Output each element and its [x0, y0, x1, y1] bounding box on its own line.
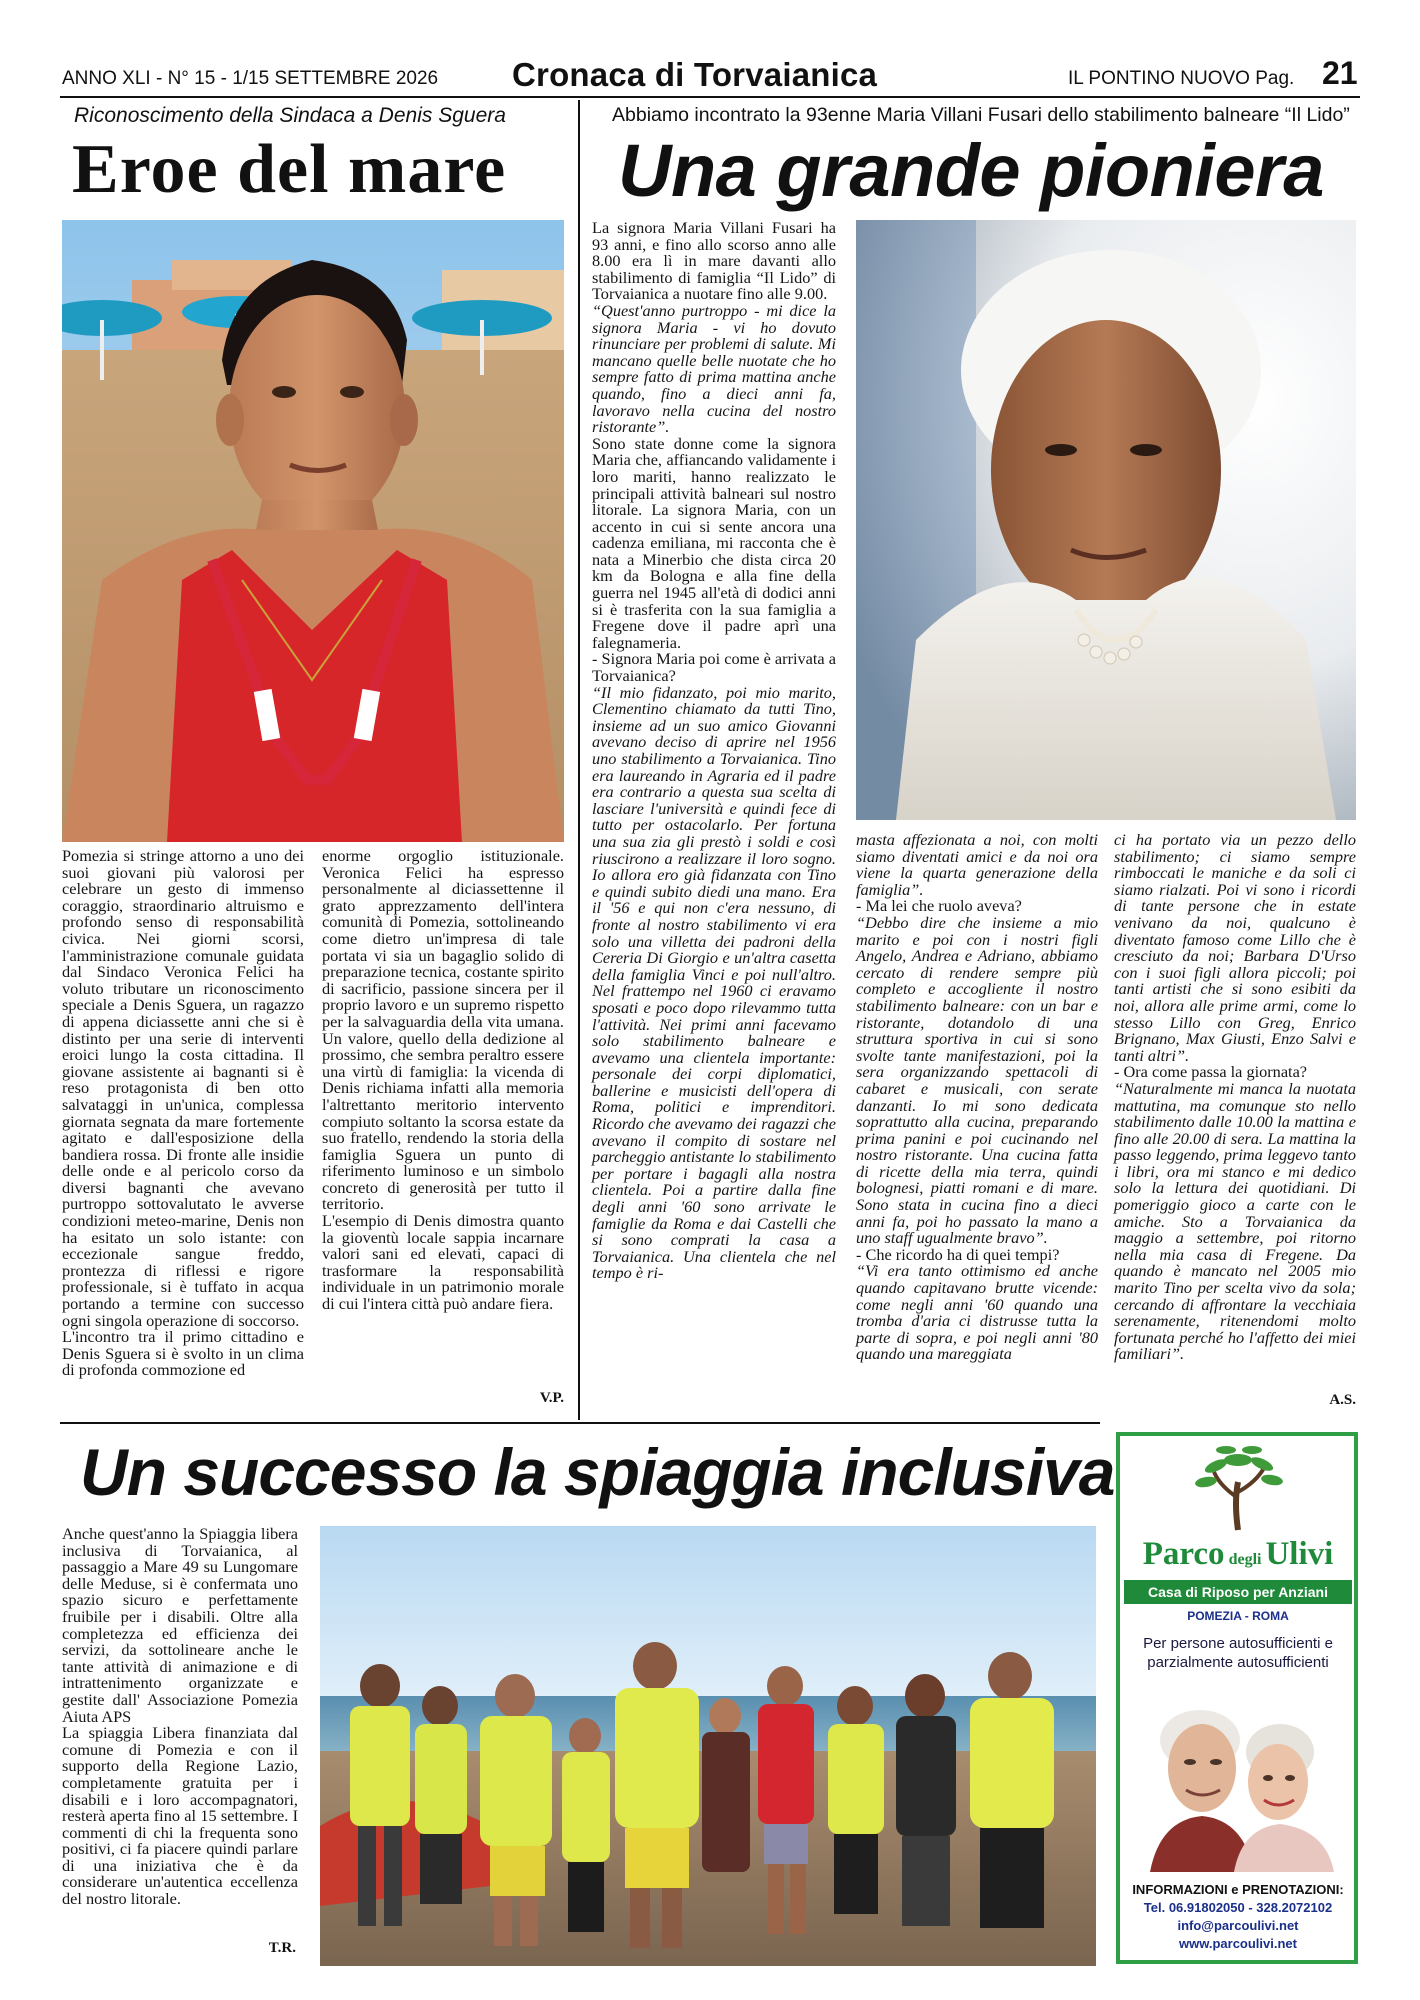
article3-text: Anche quest'anno la Spiaggia libera inclusiva di Torvaianica, al passaggio a Mare 49 su Lungomare delle Meduse, si è confermata uno spazio sicuro e perfettamente fruibile per i disabili. Oltre alla completezza ed efficienza dei servizi, da sottolineare anche le tante attività di animazione e di intrattenimento organizzate e gestite dall' Associazione Pomezia Aiuta APS La spiaggia Libera finanziata dal comune di Pomezia e con il supporto della Regione Lazio, completamente gratuita per i disabili e i loro accompagnatori, resterà aperta fino al 15 settembre. I commenti di chi la frequenta sono positivi, ci fa piacere quindi parlare di una iniziativa che è da considerare un'autentica eccellenza del nostro litorale.: [62, 1524, 298, 1909]
maria-portrait-photo: [856, 220, 1356, 820]
column-rule: [578, 100, 580, 1420]
section-rule: [60, 1422, 1100, 1424]
article1-kicker: Riconoscimento della Sindaca a Denis Sguera: [74, 104, 506, 127]
issue-info: ANNO XLI - N° 15 - 1/15 SETTEMBRE 2026: [62, 68, 439, 89]
ad-brand-parco: Parco: [1142, 1536, 1225, 1572]
ad-brand: [1124, 1536, 1352, 1573]
page-number: 21: [1322, 55, 1358, 91]
ad-info-title: INFORMAZIONI e PRENOTAZIONI:: [1132, 1882, 1344, 1897]
article1-title: Eroe del mare: [72, 131, 507, 208]
ad-location: POMEZIA - ROMA: [1187, 1609, 1289, 1623]
article2-title: Una grande pioniera: [618, 129, 1324, 212]
elderly-couple-photo: [1130, 1690, 1344, 1872]
article2-column-1: La signora Maria Villani Fusari ha 93 anni, e fino allo scorso anno alle 8.00 era lì in mare davanti allo stabilimento di famiglia “Il Lido” di Torvaianica a nuotare fino alle 9.00. “Quest'anno purtroppo - mi dice la signora Maria - vi ho dovuto rinunciare per problemi di salute. Mi mancano quelle belle nuotate che ho sempre fatto di prima mattina anche quando, fino a dieci anni fa, lavoravo nella cucina del nostro ristorante”. Sono state donne come la signora Maria che, affiancando validamente i loro mariti, hanno realizzato le principali attività balneari sul nostro litorale. La signora Maria, con un accento in cui si sente ancora una cadenza emiliana, mi racconta che è nata a Minerbio che dista circa 20 km da Bologna e alla fine della guerra nel 1945 all'età di dodici anni si è trasferita con la sua famiglia a Fregene dove il padre aprì una falegnameria. - Signora Maria poi come è arrivata a Torvaianica? “Il mio fidanzato, poi mio marito, Clementino chiamato da tutti Tino, insieme ad un suo amico Giovanni avevano deciso di aprire nel 1956 uno stabilimento a Torvaianica. Tino era laureando in Agraria ed il padre era contrario a questa sua scelta di lasciare l'università e quindi fece di tutto per ostacolarlo. Per fortuna una sua zia gli prestò i soldi e così riuscirono a realizzare il loro sogno. Io allora ero già fidanzata con Tino e quindi subito diedi una mano. Era il '56 e qui non c'era nessuno, di fronte al nostro stabilimento vi era solo una villetta dei padroni della Cereria Di Giorgio e un'altra casetta della famiglia Vinci e poi null'altro. Nel frattempo nel 1960 ci eravamo sposati e poco dopo rilevammo tutta l'attività. Nei primi anni facevamo solo stabilimento balneare e avevamo una clientela importante: personale dei corpi diplomatici, ballerine e musicisti dell'opera di Roma, politici e imprenditori. Ricordo che avevamo dei ragazzi che avevano il compito di sostare nel parcheggio antistante lo stabilimento per portare i bagagli alla nostra clientela. Poi a partire dalla fine degli anni '60 sono arrivate le famiglie da Roma e dai Castelli che si sono comprati la casa a Torvaianica. Una clientela che nel tempo è ri-: [592, 218, 836, 1283]
ad-website[interactable]: www.parcoulivi.net: [1179, 1936, 1297, 1951]
article2-kicker: Abbiamo incontrato la 93enne Maria Villani Fusari dello stabilimento balneare “Il Lido”: [612, 104, 1350, 126]
article3-signature: T.R.: [268, 1940, 296, 1956]
ad-brand-ulivi: Ulivi: [1265, 1536, 1334, 1572]
article2-column-3: ci ha portato via un pezzo dello stabilimento; ci siamo sempre rimboccati le maniche e da soli ci siamo rialzati. Poi vi sono i ricordi di tante persone che in estate venivano da noi, qualcuno è diventato famoso come Lillo che è cresciuto da noi; Barbara D'Urso con i suoi figli allora piccoli; poi tanti artisti che si sono esibiti da noi, allora alle prime armi, come lo stesso Lillo con Greg, Enrico Brignano, Max Giusti, Enzo Salvi e tanti altri”. - Ora come passa la giornata? “Naturalmente mi manca la nuotata mattutina, ma comunque sto nello stabilimento dalle 10.00 la mattina e fino alle 20.00 di sera. La mattina la passo leggendo, prima leggevo tanto i libri, ora mi stanco e mi dedico solo la lettura dei quotidiani. Di pomeriggio gioco a carte con le amiche. Sto a Torvaianica da maggio a settembre, poi ritorno nella mia casa di Fregene. Da quando è mancato nel 2005 mio marito Tino per scelta vivo da sola; cercando di affrontare la vecchiaia serenamente, ritenendomi molto fortunata perché ho l'affetto dei miei familiari”.: [1114, 830, 1356, 1364]
ad-phone: Tel. 06.91802050 - 328.2072102: [1143, 1900, 1333, 1915]
ad-tagline: Per persone autosufficienti e parzialmente autosufficienti: [1143, 1635, 1333, 1671]
article3-title: Un successo la spiaggia inclusiva: [80, 1435, 1115, 1509]
ad-subtitle: Casa di Riposo per Anziani: [1124, 1580, 1352, 1604]
article2-column-2: masta affezionata a noi, con molti siamo diventati amici e da noi ora viene la quarta generazione della famiglia”. - Ma lei che ruolo aveva? “Debbo dire che insieme a mio marito e poi con i nostri figli Angelo, Andrea e Adriano, abbiamo cercato di rendere sempre più completo e accogliente il nostro stabilimento balneare: con un bar e ristorante, dotandolo di una struttura sportiva in cui si sono svolte tante manifestazioni, poi la sera organizzando spettacoli di cabaret e musicali, con serate danzanti. Io mi sono dedicata soprattutto alla cucina, preparando prima panini e poi cucinando nel nostro ristorante. Una cucina fatta di ricette della mia terra, quindi bolognesi, piatti romani e di mare. Sono stata in cucina fino a dieci anni fa, poi ho passato la mano a uno staff ugualmente bravo”. - Che ricordo ha di quei tempi? “Vi era tanto ottimismo ed anche quando capitavano brutte vicende: come negli anni '60 quando una tromba d'aria ci distrusse tutta la parte di sopra, e poi negli anni '80 quando una mareggiata: [856, 830, 1098, 1364]
ad-email[interactable]: info@parcoulivi.net: [1177, 1918, 1299, 1933]
article1-column-2: enorme orgoglio istituzionale. Veronica Felici ha espresso personalmente al diciassettenne il grato apprezzamento dell'intera comunità di Pomezia, sottolineando come dietro un'impresa di tale portata vi sia un bagaglio solido di preparazione tecnica, costante spirito di sacrificio, passione sincera per il proprio lavoro e un supremo rispetto per la salvaguardia della vita umana. Un valore, quello della dedizione al prossimo, che sembra peraltro essere una virtù di famiglia: la vicenda di Denis richiama infatti alla memoria l'altrettanto meritorio intervento compiuto soltanto la scorsa estate da suo fratello, rendendo la storia della famiglia Sguera un punto di riferimento luminoso e un simbolo concreto di generosità per tutto il territorio. L'esempio di Denis dimostra quanto la gioventù locale sappia incarnare valori sani ed elevati, capaci di trasformare la responsabilità individuale in un patrimonio morale di cui l'intera città può andare fiera.: [322, 846, 564, 1314]
ad-brand-degli: degli: [1228, 1551, 1262, 1568]
newspaper-name: IL PONTINO NUOVO Pag.: [1068, 68, 1295, 89]
article1-signature: V.P.: [539, 1390, 564, 1406]
inclusive-beach-group-photo: [320, 1526, 1096, 1966]
olive-tree-logo: [1190, 1442, 1286, 1532]
lifeguard-photo: [62, 220, 564, 842]
section-title: Cronaca di Torvaianica: [512, 56, 878, 93]
article2-signature: A.S.: [1329, 1392, 1356, 1408]
article1-column-1: Pomezia si stringe attorno a uno dei suoi giovani più valorosi per celebrare un gesto di immenso coraggio, straordinario altruismo e profondo senso di responsabilità civica. Nei giorni scorsi, l'amministrazione comunale guidata dal Sindaco Veronica Felici ha voluto tributare un riconoscimento speciale a Denis Sguera, un ragazzo di appena diciassette anni che si è distinto per una serie di interventi eroici lungo la costa cittadina. Il giovane assistente ai bagnanti si è reso protagonista di ben otto salvataggi in un'unica, complessa giornata segnata da mare fortemente agitato e dall'esposizione della bandiera rossa. Di fronte alle insidie delle onde e al pericolo corso da diversi bagnanti che avevano purtroppo sottovalutato le avverse condizioni meteo-marine, Denis non ha esitato un solo istante: con eccezionale sangue freddo, prontezza di riflessi e rigore professionale, si è tuffato in acqua portando a termine con successo ogni singola operazione di soccorso. L'incontro tra il primo cittadino e Denis Sguera si è svolto in un clima di profonda commozione ed: [62, 846, 304, 1380]
header-rule: [60, 96, 1360, 98]
